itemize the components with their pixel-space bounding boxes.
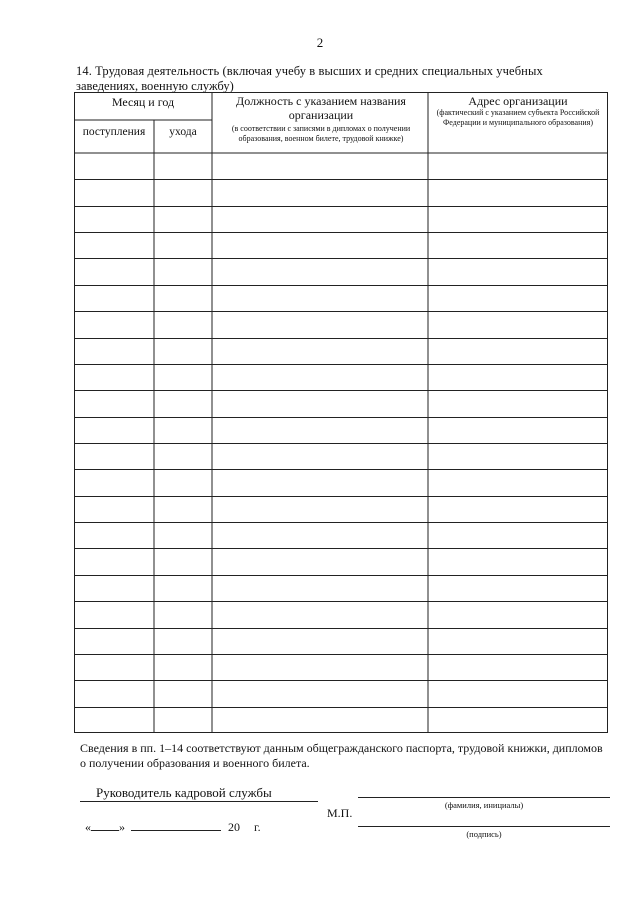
table-grid (74, 92, 608, 733)
date-close-quote: » (119, 820, 125, 834)
header-position-note: (в соответствии с записями в дипломах о получении образования, военном билете, трудовой книжке) (231, 124, 411, 143)
date-open-quote: « (85, 820, 91, 834)
confirmation-note: Сведения в пп. 1–14 соответствуют данным общегражданского паспорта, трудовой книжки, дипломов о получении образования и военного билета. (80, 741, 603, 770)
work-history-table (74, 92, 608, 733)
date-year-suffix: г. (254, 820, 261, 834)
section-heading (76, 64, 606, 94)
stamp-mark: М.П. (327, 806, 353, 820)
hr-head-title: Руководитель кадровой службы (96, 785, 272, 800)
header-month-year: Месяц и год (111, 95, 175, 109)
page-number: 2 (316, 35, 324, 50)
name-caption: (фамилия, инициалы) (444, 800, 524, 810)
header-address-note: (фактический с указанием субъекта Российской Федерации и муниципального образования) (436, 108, 600, 127)
header-address: Адрес организации (468, 94, 568, 108)
date-field (85, 820, 261, 835)
name-line[interactable] (358, 797, 610, 798)
hr-title-underline (80, 801, 318, 802)
header-end: ухода (169, 126, 197, 138)
date-day-blank[interactable] (91, 820, 119, 831)
signature-line[interactable] (358, 826, 610, 827)
date-year-prefix: 20 (228, 820, 240, 834)
header-position: Должность с указанием названия организации (236, 94, 406, 122)
section-heading-line2: заведениях, военную службу) (76, 79, 234, 93)
date-month-blank[interactable] (131, 820, 221, 831)
section-heading-line1: 14. Трудовая деятельность (включая учебу в высших и средних специальных учебных (76, 64, 543, 78)
header-start: поступления (82, 126, 146, 138)
signature-caption: (подпись) (466, 829, 502, 839)
